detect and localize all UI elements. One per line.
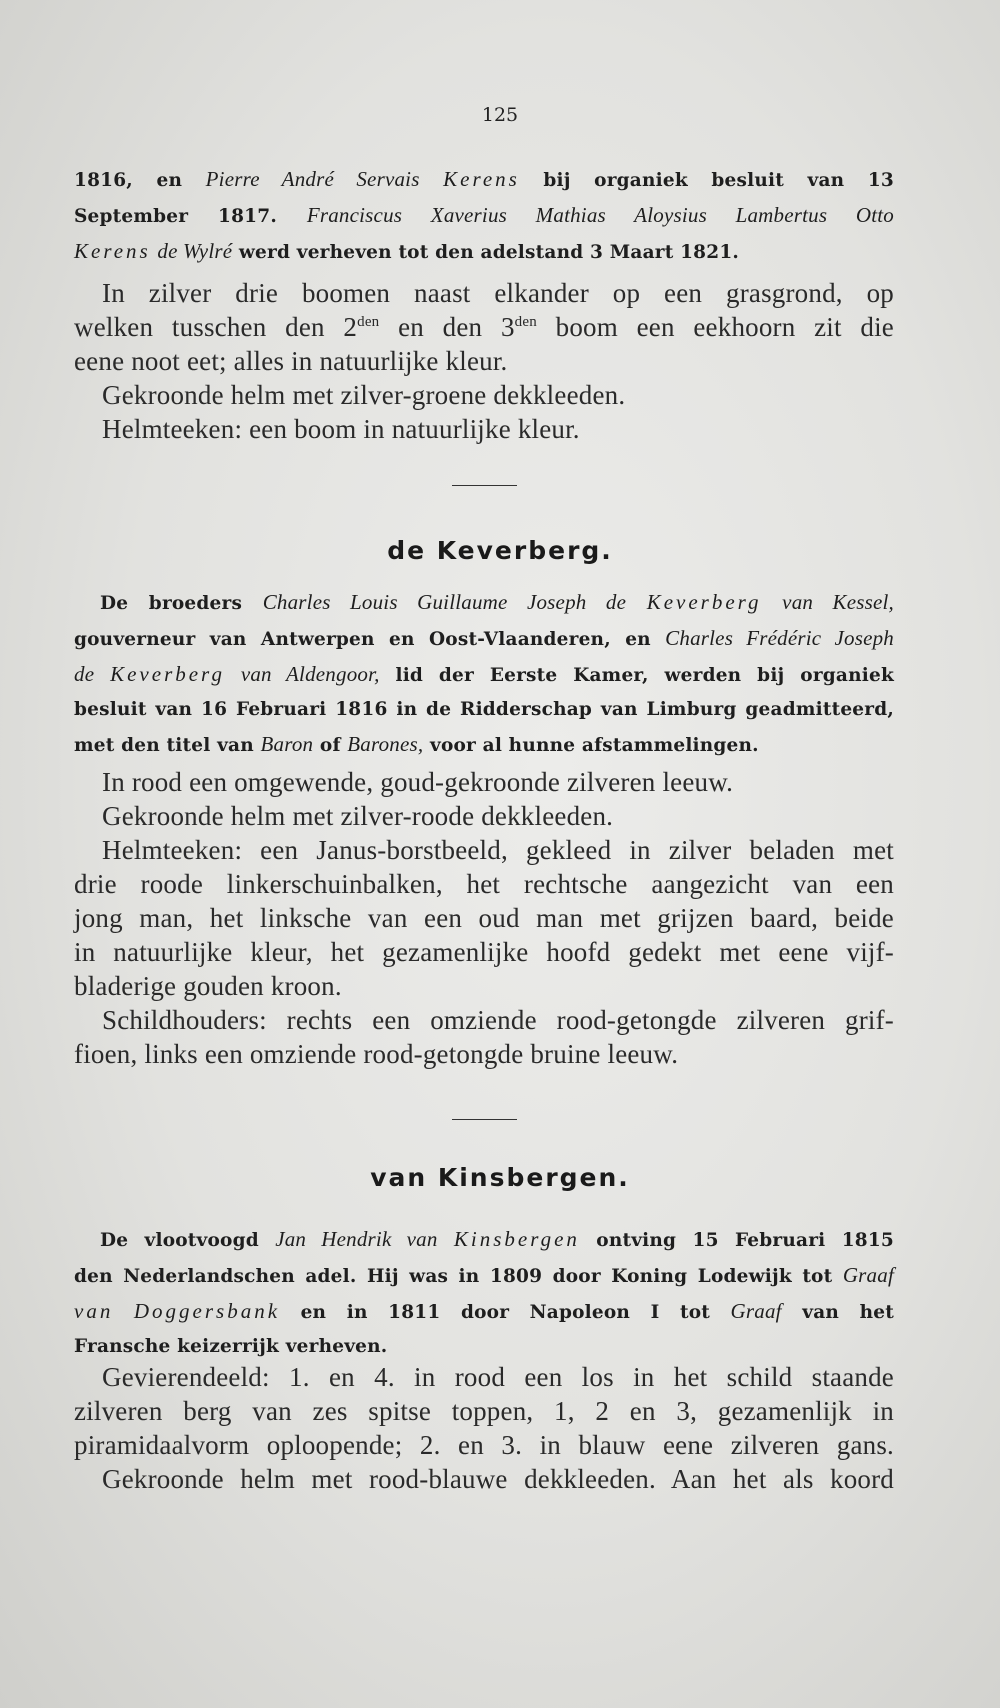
page-number: 125 — [481, 104, 519, 126]
text: Gekroonde helm met zilver-groene dekkleeden. — [102, 380, 626, 410]
title-term: Graaf — [842, 1263, 894, 1287]
section-divider — [452, 1119, 517, 1120]
text: voor al hunne afstammelingen. — [430, 735, 759, 756]
person-name: van Aldengoor, — [240, 662, 380, 686]
person-name: Franciscus Xaverius Mathias Aloysius Lambertus Otto — [306, 203, 895, 227]
kinsbergen-arms-description — [74, 1360, 894, 1496]
text: drie roode linkerschuinbalken, het rechtsche aangezicht van een — [74, 869, 894, 899]
text: September 1817. — [74, 206, 277, 227]
title-term: Doggersbank — [133, 1299, 281, 1323]
title-term: Baron — [260, 732, 314, 756]
section-heading-kinsbergen: van Kinsbergen. — [370, 1163, 630, 1192]
text: Helmteeken: een boom in natuurlijke kleur. — [102, 414, 580, 444]
text: In rood een omgewende, goud-gekroonde zilveren leeuw. — [102, 767, 734, 797]
title-term: Barones, — [347, 732, 424, 756]
text: piramidaalvorm oploopende; 2. en 3. in blauw eene zilveren gans. — [74, 1430, 894, 1460]
person-name: van Kessel, — [782, 590, 894, 614]
family-name: Kinsbergen — [453, 1227, 580, 1251]
text: gouverneur van Antwerpen en Oost-Vlaanderen, en — [74, 629, 651, 650]
text: De vlootvoogd — [100, 1230, 259, 1251]
superscript: den — [514, 314, 537, 330]
superscript: den — [357, 314, 380, 330]
text: jong man, het linksche van een oud man met grijzen baard, beide — [74, 903, 894, 933]
text: bladerige gouden kroon. — [74, 971, 342, 1001]
keverberg-arms-description — [74, 765, 894, 1071]
text: van het — [802, 1302, 894, 1323]
text: ontving 15 Februari 1815 — [596, 1230, 894, 1251]
person-name: Jan Hendrik van — [275, 1227, 438, 1251]
text: werd verheven tot den adelstand 3 Maart 1821. — [238, 242, 740, 263]
text: Helmteeken: een Janus-borstbeeld, gekleed in zilver beladen met — [102, 835, 894, 865]
keverberg-lineage-paragraph — [74, 585, 894, 763]
text: en in 1811 door Napoleon I tot — [300, 1302, 710, 1323]
text: Gekroonde helm met rood-blauwe dekkleeden. Aan het als koord — [102, 1464, 894, 1494]
family-name: Keverberg — [646, 590, 762, 614]
text: boom een eekhoorn zit die — [536, 312, 894, 342]
text: eene noot eet; alles in natuurlijke kleur. — [74, 346, 508, 376]
text: zilveren berg van zes spitse toppen, 1, 2 en 3, gezamenlijk in — [74, 1396, 894, 1426]
text: fioen, links een omziende rood-getongde bruine leeuw. — [74, 1039, 679, 1069]
title-term: van — [74, 1299, 114, 1323]
text: Schildhouders: rechts een omziende rood-getongde zilveren grif- — [102, 1005, 894, 1035]
kerens-arms-description — [74, 276, 894, 446]
title-term: Graaf — [730, 1299, 782, 1323]
person-name: de Wylré — [157, 239, 233, 263]
person-name: Charles Louis Guillaume Joseph de — [262, 590, 627, 614]
text: lid der Eerste Kamer, werden bij organiek — [395, 665, 894, 686]
kerens-lineage-paragraph — [74, 162, 894, 270]
text: 1816, en — [74, 170, 183, 191]
family-name: Kerens — [74, 239, 151, 263]
person-name: de — [74, 662, 95, 686]
section-divider — [452, 485, 517, 486]
text: bij organiek besluit van 13 — [543, 170, 894, 191]
section-heading-keverberg: de Keverberg. — [387, 536, 613, 565]
text: in natuurlijke kleur, het gezamenlijke hoofd gedekt met eene vijf- — [74, 937, 894, 967]
text: De broeders — [100, 593, 243, 614]
text: In zilver drie boomen naast elkander op een grasgrond, op — [102, 278, 894, 308]
text: Fransche keizerrijk verheven. — [74, 1336, 388, 1357]
text: en den 3 — [379, 312, 515, 342]
text: besluit van 16 Februari 1816 in de Ridderschap van Limburg geadmitteerd, — [74, 699, 894, 720]
family-name: Keverberg — [110, 662, 225, 686]
text: Gevierendeeld: 1. en 4. in rood een los in het schild staande — [102, 1362, 894, 1392]
family-name: Kerens — [443, 167, 520, 191]
kinsbergen-lineage-paragraph — [74, 1222, 894, 1364]
text: Gekroonde helm met zilver-roode dekkleeden. — [102, 801, 614, 831]
text: met den titel van — [74, 735, 254, 756]
person-name: Charles Frédéric Joseph — [665, 626, 894, 650]
person-name: Pierre André Servais — [205, 167, 420, 191]
text: welken tusschen den 2 — [74, 312, 358, 342]
text: den Nederlandschen adel. Hij was in 1809 door Koning Lodewijk tot — [74, 1266, 833, 1287]
text: of — [319, 735, 341, 756]
